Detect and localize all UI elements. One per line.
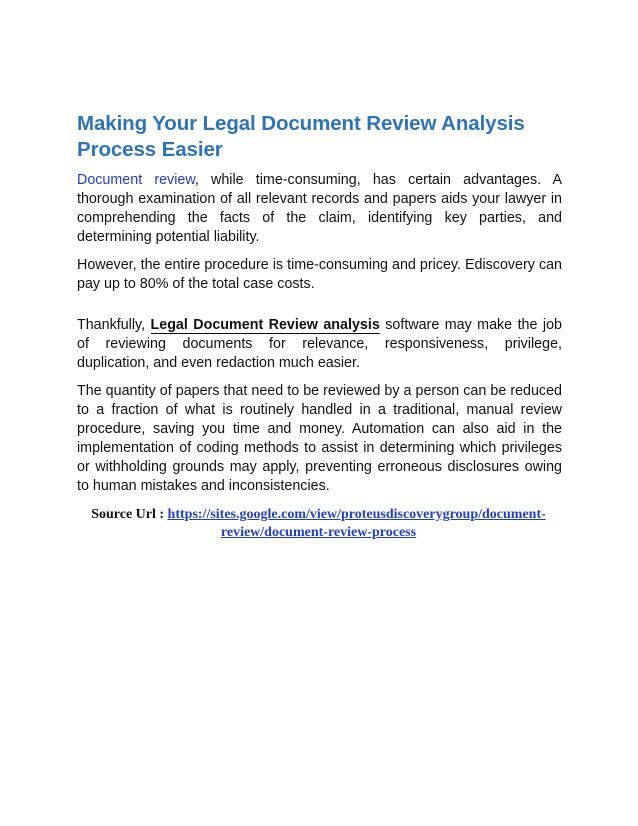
paragraph-3-lead: Thankfully, [77,317,151,333]
paragraph-2: However, the entire procedure is time-consuming and pricey. Ediscovery can pay up to 80% of the total case costs. [77,257,562,292]
document-title: Making Your Legal Document Review Analysis Process Easier [77,112,525,161]
legal-document-review-analysis-link[interactable]: Legal Document Review analysis [150,317,380,333]
source-label: Source Url : [91,507,168,522]
document-review-link[interactable]: Document review [77,172,195,188]
document-content [77,111,562,542]
source-line [75,506,562,542]
paragraph-3-text: software may make the job of reviewing documents for relevance, responsiveness, privilege, duplication, and even redaction much easier. [77,317,562,371]
source-url-link[interactable]: https://sites.google.com/view/proteusdiscoverygroup/document-review/document-review-process [167,507,546,540]
paragraph-3 [77,316,562,373]
paragraph-1 [77,171,562,247]
paragraph-1-text: , while time-consuming, has certain advantages. A thorough examination of all relevant records and papers aids your lawyer in comprehending the facts of the claim, identifying key parties, and determining potential liability. [77,172,562,245]
paragraph-4: The quantity of papers that need to be reviewed by a person can be reduced to a fraction of what is routinely handled in a traditional, manual review procedure, saving you time and money. Automation can also aid in the implementation of coding methods to assist in determining which privileges or withholding grounds may apply, preventing erroneous disclosures owing to human mistakes and inconsistencies. [77,383,562,494]
